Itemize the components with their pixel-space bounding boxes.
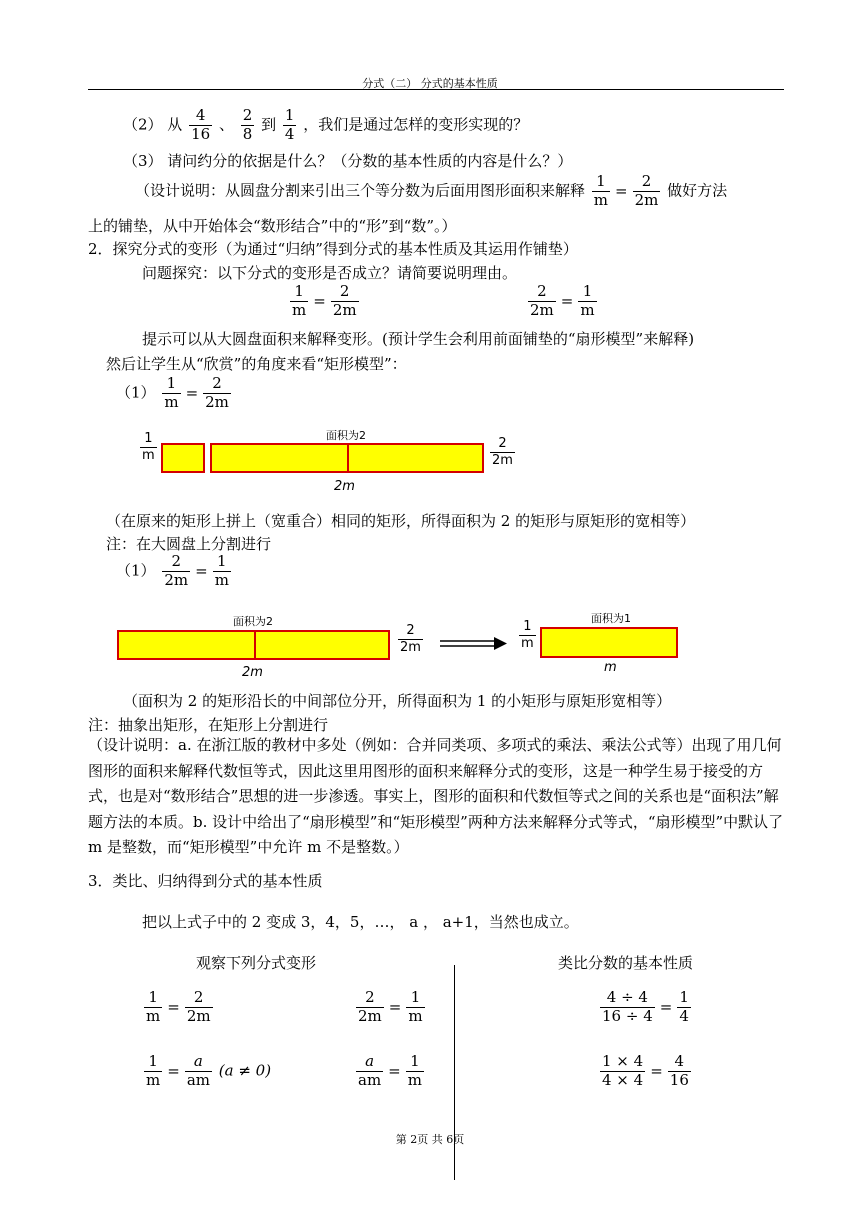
column-divider [454,965,455,1180]
question-3: （3） 请问约分的依据是什么？（分数的基本性质的内容是什么？） [123,152,573,170]
fig1-large-rectangle [210,443,484,473]
note-2-remark: 注：抽象出矩形，在矩形上分割进行 [88,716,329,734]
fig1-divider [347,445,349,471]
right-column-heading: 类比分数的基本性质 [558,954,694,972]
fig2-right-rectangle [540,627,678,658]
design-note-2: （设计说明：a. 在浙江版的教材中多处（例如：合并同类项、多项式的乘法、乘法公式等）出现了用几何图形的面积来解释代数恒等式，因此这里用图形的面积来解释分式的变形，这是一种学生易于接受的方式，也是对“数形结合”思想的进一步渗透。事实上，图形的面积和代数恒等式之间的关系也是“面积法”解题方法的本质。b. 设计中给出了“扇形模型”和“矩形模型”两种方法来解释分式等式，“扇形模型”中默认了 m 是整数，而“矩形模型”中允许 m 不是整数。） [88,736,784,856]
fig1-right-fraction: $\frac{2}{2m}$ [492,436,513,468]
fig2-right-fraction: $\frac{1}{m}$ [521,619,534,651]
fig2-area-left: 面积为2 [233,615,273,628]
fig2-area-right: 面积为1 [591,612,631,625]
right-arrow-icon [438,636,508,652]
fig1-area-label: 面积为2 [326,429,366,442]
page-header: 分式（二） 分式的基本性质 [362,77,498,90]
note-1-text: （在原来的矩形上拼上（宽重合）相同的矩形，所得面积为 2 的矩形与原矩形的宽相等） [106,512,696,530]
hint-line-1: 提示可以从大圆盘面积来解释变形。(预计学生会利用前面铺垫的“扇形模型”来解释) [142,330,695,348]
header-rule [88,89,784,90]
fig1-small-rectangle [161,443,205,473]
q2-prefix: （2） 从 [123,115,183,134]
equation-2-2m-1m: $\frac{2}{2m}$ = $\frac{1}{m}$ [530,282,595,319]
design-note-1-line2: 上的铺垫，从中开始体会“数形结合”中的“形”到“数”。） [88,217,457,235]
hint-line-2: 然后让学生从“欣赏”的角度来看“矩形模型”： [106,355,407,373]
question-2: （2） 从 $\frac{4}{16}$ 、 $\frac{2}{8}$ 到 $\frac{1}{4}$ ，我们是通过怎样的变形实现的？ [123,106,529,143]
left-eq-1m-2-2m: $\frac{1}{m}$ = $\frac{2}{2m}$ [146,988,211,1025]
section-3-title: 3．类比、归纳得到分式的基本性质 [88,872,323,890]
left-eq-a-am-1m: $\frac{a}{am}$ = $\frac{1}{m}$ [358,1052,422,1089]
fraction-1-4: $\frac{1}{4}$ [284,106,295,143]
condition-a-nonzero: (a ≠ 0) [218,1061,272,1080]
section-3-text: 把以上式子中的 2 变成 3，4，5，…， a ， a+1，当然也成立。 [142,913,579,931]
note-2-text: （面积为 2 的矩形沿长的中间部位分开，所得面积为 1 的小矩形与原矩形宽相等） [123,692,672,710]
fig1-bottom-label: 2m [334,479,355,494]
fig1-equation: （1） $\frac{1}{m}$ = $\frac{2}{2m}$ [116,374,229,411]
left-column-heading: 观察下列分式变形 [196,954,317,972]
fig2-left-rectangle [117,630,390,660]
fig2-equation: （1） $\frac{2}{2m}$ = $\frac{1}{m}$ [116,552,229,589]
note-1-remark: 注：在大圆盘上分割进行 [106,535,272,553]
design-note-1-line1: （设计说明：从圆盘分割来引出三个等分数为后面用图形面积来解释 $\frac{1}{m}$ = $\frac{2}{2m}$ 做好方法 [135,172,728,209]
fraction-4-16: $\frac{4}{16}$ [191,106,211,143]
left-eq-1m-a-am: $\frac{1}{m}$ = $\frac{a}{am}$ (a ≠ 0) [146,1052,272,1089]
page-footer: 第 2页 共 6页 [395,1133,465,1146]
fig1-left-fraction: $\frac{1}{m}$ [142,431,155,463]
section-2-title: 2．探究分式的变形（为通过“归纳”得到分式的基本性质及其运用作铺垫） [88,240,578,258]
right-eq-1x4: $\frac{1 \times 4}{4 \times 4}$ = $\frac{4}{16}$ [602,1052,689,1089]
left-eq-2-2m-1m: $\frac{2}{2m}$ = $\frac{1}{m}$ [358,988,423,1025]
right-eq-4-16: $\frac{4 \div 4}{16 \div 4}$ = $\frac{1}{4}$ [602,988,689,1025]
fig2-bottom-right: m [604,660,617,675]
equation-1m-2-2m: $\frac{1}{m}$ = $\frac{2}{2m}$ [292,282,357,319]
fig2-left-fraction: $\frac{2}{2m}$ [400,623,421,655]
fig2-bottom-left: 2m [242,665,263,680]
fraction-2-8: $\frac{2}{8}$ [242,106,253,143]
fig2-divider [254,632,256,658]
section-2-question: 问题探究：以下分式的变形是否成立？请简要说明理由。 [142,264,518,282]
